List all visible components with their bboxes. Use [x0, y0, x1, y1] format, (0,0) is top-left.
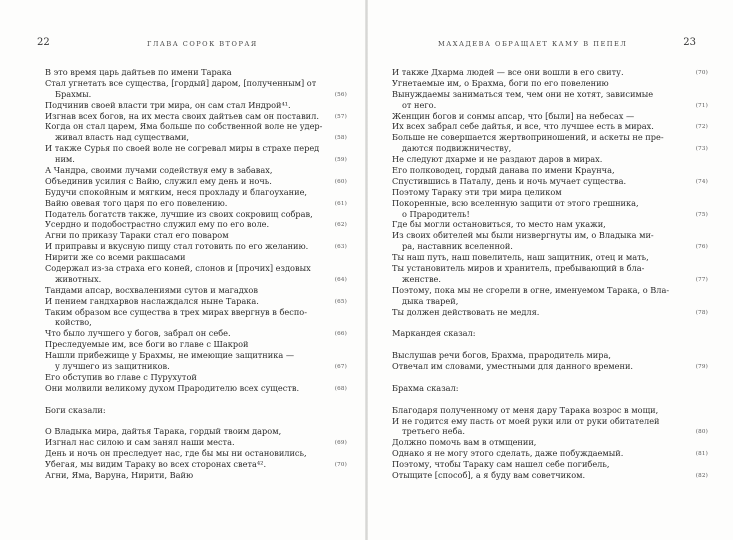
- verse-text: День и ночь он преследует нас, где бы мы ни остановились,: [45, 448, 307, 459]
- verse-line: [392, 89, 682, 100]
- verse-text: живал власть над существами,: [55, 132, 190, 143]
- verse-line: [45, 437, 347, 448]
- verse-line: [392, 132, 682, 143]
- verse-text: Усердно и подобострастно служил ему по его воле.: [45, 219, 270, 230]
- verse-text: Брахмы.: [55, 88, 92, 99]
- paragraph-gap: [392, 317, 682, 328]
- verse-text: о Прародитель!: [402, 208, 470, 219]
- verse-text: от него.: [402, 99, 437, 110]
- verse-line: [45, 78, 330, 89]
- verse-line: [45, 361, 347, 372]
- verse-number: (64): [334, 276, 347, 283]
- verse-text: Их всех забрал себе дайтья, и все, что лучшее есть в мирах.: [392, 121, 654, 132]
- paragraph-gap: [392, 394, 682, 405]
- verse-number: (70): [695, 70, 708, 76]
- verse-text: Угнетаемые им, о Брахма, боги по его повелению: [392, 77, 609, 88]
- verse-number: (66): [334, 331, 347, 338]
- verse-text: даются подвижничеству,: [402, 143, 512, 154]
- verse-text: койство,: [55, 317, 92, 328]
- verse-line: [45, 197, 347, 209]
- paragraph-gap: [45, 394, 330, 405]
- verse-text: Нашли прибежище у Брахмы, не имеющие защитника —: [45, 350, 295, 361]
- verse-text: В это время царь дайтьев по имени Тарака: [45, 67, 232, 77]
- verse-text: Податель богатств также, лучшие из своих сокровищ собрав,: [45, 208, 313, 219]
- verse-text: Ты должен действовать не медля.: [392, 306, 540, 317]
- verse-line: [45, 350, 330, 361]
- verse-number: (78): [695, 309, 708, 316]
- verse-line: [45, 88, 347, 100]
- verse-text: Покоренные, всю вселенную защити от этого грешника,: [392, 197, 639, 208]
- running-head: МАХАДЕВА ОБРАЩАЕТ КАМУ В ПЕПЕЛ: [438, 40, 628, 48]
- verse-text: у лучшего из защитников.: [55, 361, 170, 372]
- verse-line: [392, 219, 682, 230]
- verse-text: ра, наставник вселенной.: [402, 241, 513, 252]
- verse-line: [392, 252, 682, 263]
- verse-number: (67): [334, 364, 347, 371]
- verse-number: (62): [334, 222, 347, 229]
- verse-text: И приправы и вкусную пищу стал готовить по его желанию.: [45, 241, 309, 252]
- verse-line: [392, 208, 708, 220]
- verse-line: [392, 448, 708, 459]
- paragraph-gap: [45, 416, 330, 427]
- page-body: [392, 67, 708, 481]
- verse-line: [392, 111, 682, 122]
- verse-line: [45, 470, 330, 481]
- verse-number: (82): [695, 472, 708, 479]
- verse-line: [45, 307, 330, 318]
- verse-text: Таким образом все существа в трех мирах ввергнув в беспо-: [45, 306, 307, 317]
- verse-line: [45, 187, 330, 198]
- verse-number: (61): [334, 200, 347, 207]
- verse-text: Будучи спокойным и мягким, неся прохладу и благоухание,: [45, 186, 308, 197]
- page-number: 23: [683, 37, 696, 48]
- verse-number: (56): [334, 91, 347, 98]
- verse-line: [392, 296, 682, 307]
- verse-number: (71): [695, 102, 708, 109]
- speaker-heading: Боги сказали:: [45, 404, 106, 415]
- verse-text: Ты наш путь, наш повелитель, наш защитник, отец и мать,: [392, 252, 649, 263]
- verse-line: [45, 143, 330, 154]
- verse-text: Больше не совершается жертвоприношений, и аскеты не пре-: [392, 132, 664, 143]
- verse-number: (57): [334, 113, 347, 120]
- verse-number: (63): [334, 244, 347, 251]
- page-body: [45, 67, 347, 481]
- verse-text: Изгнал нас силою и сам занял наши места.: [45, 437, 235, 448]
- verse-text: Поэтому, пока мы не сгорели в огне, именуемом Тарака, о Вла-: [392, 284, 670, 295]
- verse-line: [45, 241, 347, 252]
- verse-number: (79): [695, 364, 708, 371]
- verse-line: [45, 132, 347, 143]
- verse-text: И также Дхарма людей — все они вошли в его свиту.: [392, 67, 624, 77]
- verse-number: (81): [695, 451, 708, 458]
- verse-text: Убегая, мы видим Тараку во всех сторонах света⁴².: [45, 459, 267, 470]
- verse-text: Выслушав речи богов, Брахма, прародитель мира,: [392, 350, 611, 361]
- verse-line: [392, 99, 708, 111]
- paragraph-gap: [392, 339, 682, 350]
- verse-line: [45, 295, 347, 307]
- verse-line: [392, 469, 708, 481]
- verse-line: [45, 230, 330, 241]
- verse-number: (60): [334, 178, 347, 185]
- verse-line: [392, 285, 682, 296]
- verse-line: [45, 328, 347, 339]
- verse-text: Благодаря полученному от меня дару Тарака возрос в мощи,: [392, 404, 659, 415]
- verse-text: Спустившись в Паталу, день и ночь мучает существа.: [392, 175, 627, 186]
- verse-line: [392, 306, 708, 318]
- verse-number: (70): [334, 462, 347, 469]
- verse-text: И также Сурья по своей воле не согревал миры в страхе перед: [45, 143, 320, 154]
- verse-text: Что было лучшего у богов, забрал он себе.: [45, 328, 231, 339]
- verse-line: [45, 110, 347, 122]
- verse-line: [45, 426, 330, 437]
- running-head: ГЛАВА СОРОК ВТОРАЯ: [147, 40, 258, 48]
- verse-text: животных.: [55, 273, 102, 284]
- verse-line: [392, 198, 682, 209]
- verse-line: [45, 100, 330, 111]
- verse-line: [45, 372, 330, 383]
- verse-text: Однако я не могу этого сделать, даже побуждаемый.: [392, 448, 624, 459]
- right-page: [368, 0, 733, 540]
- verse-number: (80): [695, 429, 708, 436]
- speaker-heading: Маркандея сказал:: [392, 328, 476, 339]
- verse-line: [392, 426, 708, 437]
- verse-number: (72): [695, 124, 708, 131]
- verse-line: [392, 459, 682, 470]
- verse-text: И не годится ему пасть от моей руки или от руки обитателей: [392, 415, 660, 426]
- verse-text: Должно помочь вам в отмщении,: [392, 437, 537, 448]
- verse-line: [45, 154, 347, 165]
- verse-line: [45, 339, 330, 350]
- verse-text: Где бы могли остановиться, то место нам укажи,: [392, 219, 606, 230]
- verse-line: [392, 154, 682, 165]
- verse-number: (76): [695, 244, 708, 251]
- verse-line: [45, 273, 347, 285]
- verse-text: О Владыка мира, дайтья Тарака, гордый твоим даром,: [45, 426, 282, 437]
- verse-text: Нирити же со всеми ракшасами: [45, 252, 186, 263]
- verse-text: Изгнав всех богов, на их места своих дайтьев сам он поставил.: [45, 110, 319, 121]
- paragraph-gap: [392, 372, 682, 383]
- verse-line: [392, 230, 682, 241]
- verse-line: [392, 143, 708, 154]
- verse-text: дыка тварей,: [402, 295, 459, 306]
- verse-text: ним.: [55, 154, 75, 165]
- page-number: 22: [37, 37, 50, 48]
- verse-line: [45, 317, 330, 328]
- verse-text: Содержал из-за страха его коней, слонов и [прочих] ездовых: [45, 263, 311, 274]
- verse-line: [392, 165, 682, 176]
- verse-text: Его полководец, гордый данава по имени Краунча,: [392, 165, 615, 176]
- verse-line: [392, 121, 708, 132]
- verse-number: (69): [334, 440, 347, 447]
- verse-line: [392, 350, 682, 361]
- verse-text: женстве.: [402, 273, 442, 284]
- speaker-heading: Брахма сказал:: [392, 382, 459, 393]
- verse-text: Отыщите [способ], а я буду вам советчиком.: [392, 469, 586, 480]
- verse-line: [392, 241, 708, 252]
- verse-text: Не следуют дхарме и не раздают даров в мирах.: [392, 154, 603, 165]
- verse-line: [45, 448, 330, 459]
- verse-text: Из своих обителей мы были низвергнуты им, о Владыка ми-: [392, 230, 654, 241]
- verse-number: (59): [334, 157, 347, 164]
- verse-text: Они молвили великому духом Прародителю всех существ.: [45, 382, 300, 393]
- verse-line: [45, 285, 330, 296]
- verse-text: И пением гандхарвов наслаждался ныне Тарака.: [45, 295, 259, 306]
- left-page: [0, 0, 365, 540]
- verse-number: (68): [334, 385, 347, 392]
- verse-line: [392, 263, 682, 274]
- verse-text: Подчинив своей власти три мира, он сам стал Индрой⁴¹.: [45, 99, 291, 110]
- verse-line: [392, 175, 708, 187]
- verse-text: Его обступив во главе с Пурухутой: [45, 371, 197, 382]
- verse-text: Преследуемые им, все боги во главе с Шакрой: [45, 339, 249, 350]
- verse-text: А Чандра, своими лучами содействуя ему в забавах,: [45, 165, 273, 176]
- verse-line: [392, 361, 708, 372]
- verse-number: (65): [334, 298, 347, 305]
- verse-line: [392, 416, 682, 427]
- verse-text: Поэтому Тараку эти три мира целиком: [392, 186, 562, 197]
- verse-line: [45, 219, 347, 230]
- verse-text: третьего неба.: [402, 426, 465, 437]
- verse-line: [392, 78, 682, 89]
- verse-text: Вайю овевая того царя по его повелению.: [45, 197, 228, 208]
- verse-number: (74): [695, 178, 708, 185]
- verse-line: [392, 405, 682, 416]
- verse-line: [45, 263, 330, 274]
- verse-text: Агни по приказу Тараки стал его поваром: [45, 230, 229, 241]
- verse-line: [45, 67, 330, 78]
- verse-text: Стал угнетать все существа, [гордый] даром, [полученным] от: [45, 77, 317, 88]
- verse-text: Отвечал им словами, уместными для данного времени.: [392, 361, 634, 372]
- verse-text: Агни, Яма, Варуна, Нирити, Вайю: [45, 469, 194, 480]
- verse-number: (73): [695, 146, 708, 153]
- verse-line: [45, 459, 347, 470]
- verse-line: [392, 67, 708, 78]
- verse-text: Вынуждаемы заниматься тем, чем они не хотят, зависимые: [392, 88, 654, 99]
- verse-line: [45, 165, 330, 176]
- verse-line: [392, 437, 682, 448]
- verse-text: Женщин богов и сонмы апсар, что [были] на небесах —: [392, 110, 635, 121]
- verse-line: [45, 121, 330, 132]
- verse-text: Поэтому, чтобы Тараку сам нашел себе погибель,: [392, 459, 610, 470]
- verse-line: [45, 175, 347, 187]
- verse-line: [45, 382, 347, 394]
- verse-text: Тандами апсар, восхвалениями сутов и магадхов: [45, 284, 258, 295]
- verse-text: Когда он стал царем, Яма больше по собственной воле не удер-: [45, 121, 323, 132]
- verse-number: (58): [334, 135, 347, 142]
- verse-line: [392, 273, 708, 285]
- verse-text: Ты установитель миров и хранитель, пребывающий в бла-: [392, 263, 645, 274]
- verse-number: (75): [695, 211, 708, 218]
- verse-text: Объединив усилия с Вайю, служил ему день и ночь.: [45, 175, 272, 186]
- verse-line: [45, 209, 330, 220]
- verse-line: [392, 187, 682, 198]
- verse-line: [45, 252, 330, 263]
- verse-number: (77): [695, 276, 708, 283]
